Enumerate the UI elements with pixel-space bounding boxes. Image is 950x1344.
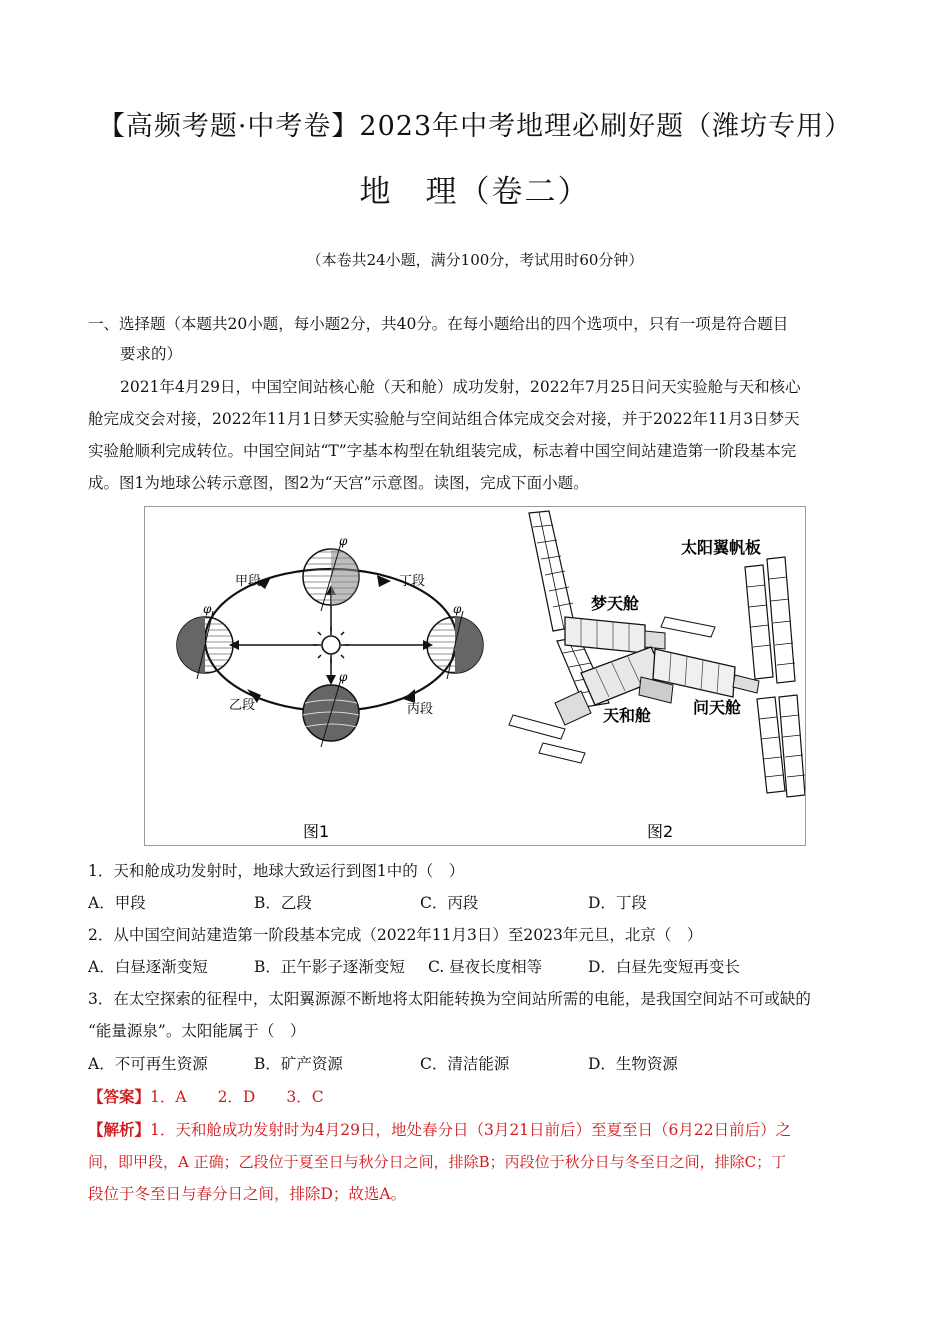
question-option: A．白昼逐渐变短 — [88, 958, 208, 976]
answer-label: 【答案】 — [88, 1087, 151, 1106]
question-option: D．丁段 — [588, 894, 647, 912]
earth-icon — [427, 602, 483, 679]
svg-text:φ: φ — [339, 670, 348, 684]
segment-label-jia: 甲段 — [235, 574, 262, 589]
segment-label-yi: 乙段 — [229, 698, 256, 713]
analysis-text: 1．天和舱成功发射时为4月29日，地处春分日（3月21日前后）至夏至日（6月22日前后）之 — [150, 1121, 792, 1139]
question-option: C．丙段 — [420, 894, 479, 912]
question-stem: 2．从中国空间站建造第一阶段基本完成（2022年11月3日）至2023年元旦，北京（ ） — [88, 926, 703, 944]
section-heading-cont: 要求的） — [120, 345, 183, 363]
solar-panel-label: 太阳翼帆板 — [681, 538, 762, 557]
solar-panel-icon — [745, 557, 805, 797]
question-option: C．清洁能源 — [420, 1055, 510, 1073]
svg-text:φ: φ — [203, 602, 212, 616]
question-option: D．生物资源 — [588, 1055, 678, 1073]
passage-line: 实验舱顺利完成转位。中国空间站“T”字基本构型在轨组装完成，标志着中国空间站建造第一阶段基本完 — [88, 442, 797, 460]
svg-text:φ: φ — [339, 534, 348, 548]
analysis-line — [88, 1118, 791, 1142]
answer-line — [88, 1085, 324, 1109]
question-option: D．白昼先变短再变长 — [588, 958, 740, 976]
question-option: B．矿产资源 — [254, 1055, 343, 1073]
analysis-line: 间，即甲段，A 正确；乙段位于夏至日与秋分日之间，排除B；丙段位于秋分日与冬至日之间，排除C；丁 — [88, 1153, 787, 1171]
question-option: C. 昼夜长度相等 — [428, 958, 543, 976]
question-stem: 1．天和舱成功发射时，地球大致运行到图1中的（ ） — [88, 862, 465, 880]
orbit-diagram — [177, 534, 483, 841]
passage-line: 2021年4月29日，中国空间站核心舱（天和舱）成功发射，2022年7月25日问天实验舱与天和核心 — [120, 378, 801, 396]
figure-box — [144, 506, 806, 846]
passage-line: 舱完成交会对接，2022年11月1日梦天实验舱与空间站组合体完成交会对接，并于2022年11月3日梦天 — [88, 410, 800, 428]
figure-illustration — [145, 507, 805, 845]
segment-label-ding: 丁段 — [399, 574, 426, 589]
analysis-label: 【解析】 — [88, 1120, 151, 1139]
question-stem: 3．在太空探索的征程中，太阳翼源源不断地将太阳能转换为空间站所需的电能，是我国空间站不可或缺的 — [88, 990, 811, 1008]
question-option: A．甲段 — [88, 894, 146, 912]
earth-icon — [303, 534, 359, 611]
tianhe-label: 天和舱 — [603, 706, 652, 725]
segment-label-bing: 丙段 — [407, 702, 434, 717]
exam-series-title: 【高频考题·中考卷】2023年中考地理必刷好题（潍坊专用） — [97, 111, 853, 142]
svg-text:φ: φ — [453, 602, 462, 616]
question-option: B．正午影子逐渐变短 — [254, 958, 405, 976]
mengtian-label: 梦天舱 — [591, 594, 640, 613]
paper-title: 地 理（卷二） — [359, 174, 591, 210]
earth-icon — [177, 602, 233, 679]
wentian-label: 问天舱 — [693, 698, 742, 717]
section-heading: 一、选择题（本题共20小题，每小题2分，共40分。在每小题给出的四个选项中，只有一项是符合题目 — [88, 315, 789, 333]
orbit-arrow-icon — [403, 689, 415, 703]
space-station-diagram — [509, 511, 805, 841]
question-stem-cont: “能量源泉”。太阳能属于（ ） — [88, 1022, 306, 1040]
question-option: B．乙段 — [254, 894, 312, 912]
passage-line: 成。图1为地球公转示意图，图2为“天宫”示意图。读图，完成下面小题。 — [88, 474, 589, 492]
figure1-caption: 图1 — [303, 822, 330, 841]
analysis-line: 段位于冬至日与春分日之间，排除D；故选A。 — [88, 1185, 407, 1203]
question-option: A．不可再生资源 — [88, 1055, 208, 1073]
paper-info: （本卷共24小题，满分100分，考试用时60分钟） — [306, 251, 644, 269]
answer-text: 1．A 2．D 3．C — [150, 1088, 324, 1106]
figure2-caption: 图2 — [647, 822, 674, 841]
